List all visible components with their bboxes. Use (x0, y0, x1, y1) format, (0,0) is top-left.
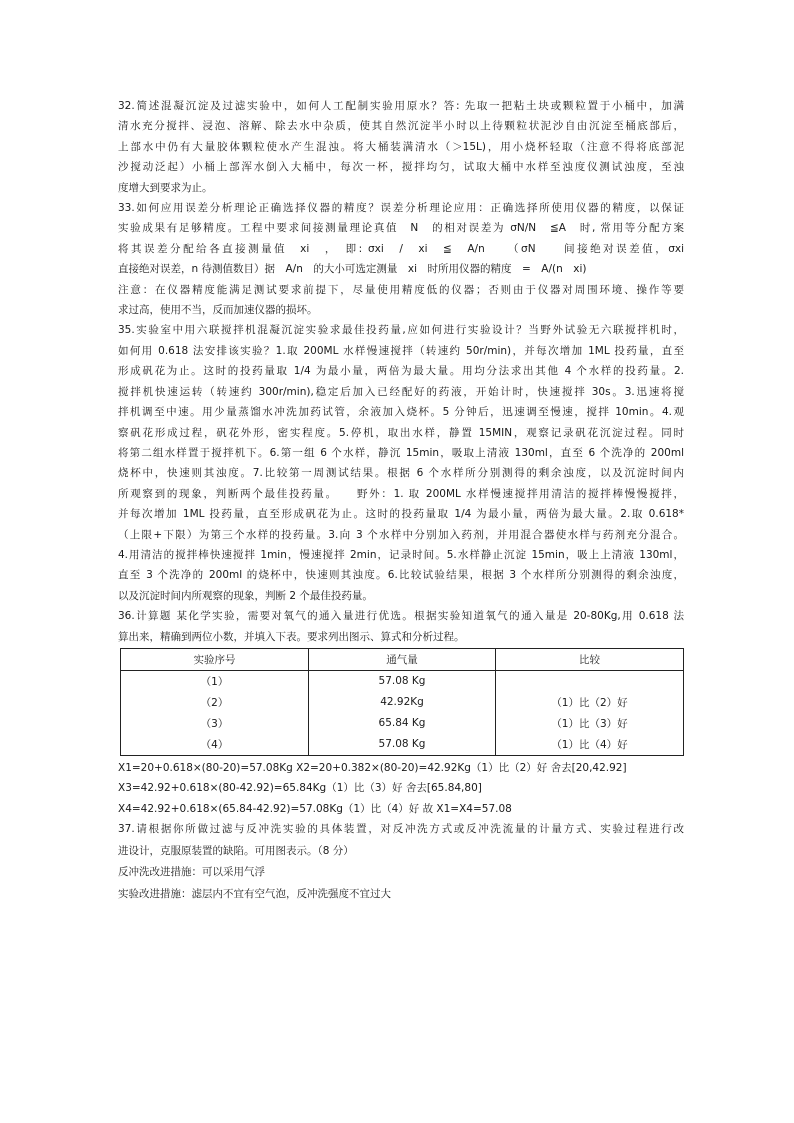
text-line: 如何用 0.618 法安排该实验？1.取 200ML 水样慢速搅拌（转速约 50r/min)，并每次增加 1ML 投药量，直至 (118, 344, 684, 357)
text-line: 并每次增加 1ML 投药量，直至形成矾花为止。这时的投药量取 1/4 为最小量，两倍为最大量。2.取 0.618* (118, 508, 684, 521)
column-header: 通气量 (309, 648, 496, 670)
table-row (121, 692, 684, 713)
text-line: 拌机调至中速。用少量蒸馏水冲洗加药试管，余液加入烧杯。5 分钟后，迅速调至慢速，搅拌 10min。4.观 (118, 406, 684, 419)
document-page (118, 96, 684, 905)
text-line: 以及沉淀时间内所观察的现象，判断 2 个最佳投药量。 (118, 589, 373, 602)
formula-line: X3=42.92+0.618×(80-42.92)=65.84Kg（1）比（3）好 舍去[65.84,80] (118, 782, 482, 795)
text-line: （上限+下限）为第三个水样的投药量。3.向 3 个水样中分别加入药剂，并用混合器使水样与药剂充分混合。 (118, 528, 684, 541)
text-line: 将第二组水样置于搅拌机下。6.第一组 6 个水样，静沉 15min，吸取上清液 130ml，直至 6 个洗净的 200ml (118, 446, 684, 459)
question-33 (118, 198, 684, 320)
text-line: 注意：在仪器精度能满足测试要求前提下，尽量使用精度低的仪器；否则由于仪器对周围环境、操作等要 (118, 283, 684, 296)
text-line: 将其误差分配给各直接测量值 xi ， 即: σxi / xi ≦ A/n （σN 间接绝对误差值，σxi (118, 242, 684, 255)
table-cell: （4） (121, 734, 309, 756)
column-header: 比较 (496, 648, 684, 670)
table-row (121, 713, 684, 734)
table-cell: （1）比（2）好 (496, 692, 684, 713)
text-line: 形成矾花为止。这时的投药量取 1/4 为最小量，两倍为最大量。用均分法求出其他 4 个水样的投药量。2. (118, 365, 684, 378)
text-line: 清水充分搅拌、浸泡、溶解、除去水中杂质，使其自然沉淀半小时以上待颗粒状泥沙自由沉淀至桶底部后， (118, 120, 684, 133)
formula-block (118, 758, 684, 819)
text-line: 36.计算题 某化学实验，需要对氧气的通入量进行优选。根据实验知道氧气的通入量是 20-80Kg,用 0.618 法 (118, 610, 684, 623)
results-table (120, 648, 684, 756)
table-cell: 57.08 Kg (309, 734, 496, 756)
table-cell: （2） (121, 692, 309, 713)
table-cell: 65.84 Kg (309, 713, 496, 734)
text-line: 算出来，精确到两位小数，并填入下表。要求列出图示、算式和分析过程。 (118, 630, 465, 643)
text-line: 求过高，使用不当，反而加速仪器的损坏。 (118, 304, 318, 317)
table-header-row (121, 648, 684, 670)
text-line: 实验改进措施：滤层内不宜有空气泡，反冲洗强度不宜过大 (118, 887, 391, 900)
question-37 (118, 819, 684, 905)
text-line: 直接绝对误差，n 待测值数目）据 A/n 的大小可选定测量 xi 时所用仪器的精度 = A/(n xi) (118, 263, 587, 276)
table-cell: （3） (121, 713, 309, 734)
text-line: 上部水中仍有大量胶体颗粒使水产生混浊。将大桶装满清水（＞15L)，用小烧杯轻取（注意不得将底部泥 (118, 140, 684, 153)
formula-line: X4=42.92+0.618×(65.84-42.92)=57.08Kg（1）比（4）好 故 X1=X4=57.08 (118, 802, 512, 815)
text-line: 4.用清洁的搅拌棒快速搅拌 1min，慢速搅拌 2min，记录时间。5.水样静止沉淀 15min，吸上上清液 130ml， (118, 548, 684, 561)
text-line: 直至 3 个洗净的 200ml 的烧杯中，快速则其浊度。6.比较试验结果，根据 3 个水样所分别测得的剩余浊度， (118, 569, 684, 582)
table-cell: （1）比（4）好 (496, 734, 684, 756)
text-line: 沙搅动泛起）小桶上部浑水倒入大桶中，每次一杯，搅拌均匀，试取大桶中水样至浊度仪测试浊度，至浊 (118, 161, 684, 174)
table-cell: 42.92Kg (309, 692, 496, 713)
text-line: 察矾花形成过程，矾花外形，密实程度。5.停机，取出水样，静置 15MIN，观察记录矾花沉淀过程。同时 (118, 426, 684, 439)
text-line: 33.如何应用误差分析理论正确选择仪器的精度？误差分析理论应用：正确选择所使用仪器的精度，以保证 (118, 202, 684, 215)
text-line: 烧杯中，快速则其浊度。7.比较第一周测试结果。根据 6 个水样所分别测得的剩余浊度，以及沉淀时间内 (118, 467, 684, 480)
table-cell: 57.08 Kg (309, 670, 496, 692)
table-row (121, 734, 684, 756)
table-cell: （1）比（3）好 (496, 713, 684, 734)
table-row (121, 670, 684, 692)
text-line: 进设计，克服原装置的缺陷。可用图表示。（8 分） (118, 844, 354, 857)
text-line: 搅拌机快速运转（转速约 300r/min),稳定后加入已经配好的药液，开始计时，快速搅拌 30s。3.迅速将搅 (118, 385, 684, 398)
question-35 (118, 320, 684, 606)
text-line: 反冲洗改进措施：可以采用气浮 (118, 866, 265, 879)
table-cell (496, 670, 684, 692)
question-36 (118, 606, 684, 647)
text-line: 35.实验室中用六联搅拌机混凝沉淀实验求最佳投药量,应如何进行实验设计？当野外试验无六联搅拌机时， (118, 324, 684, 337)
text-line: 37.请根据你所做过滤与反冲洗实验的具体装置，对反冲洗方式或反冲洗流量的计量方式、实验过程进行改 (118, 823, 684, 836)
text-line: 32.简述混凝沉淀及过滤实验中，如何人工配制实验用原水？答: 先取一把粘土块或颗粒置于小桶中，加满 (118, 100, 684, 112)
text-line: 所观察到的现象，判断两个最佳投药量。 野外：1. 取 200ML 水样慢速搅拌用清洁的搅拌棒慢慢搅拌， (118, 487, 684, 500)
text-line: 实验成果有足够精度。工程中要求间接测量理论真值 N 的相对误差为 σN/N ≦A 时, 常用等分配方案 (118, 222, 684, 235)
question-32 (118, 96, 684, 198)
table-cell: （1） (121, 670, 309, 692)
column-header: 实验序号 (121, 648, 309, 670)
text-line: 度增大到要求为止。 (118, 181, 213, 194)
formula-line: X1=20+0.618×(80-20)=57.08Kg X2=20+0.382×(80-20)=42.92Kg（1）比（2）好 舍去[20,42.92] (118, 761, 627, 774)
